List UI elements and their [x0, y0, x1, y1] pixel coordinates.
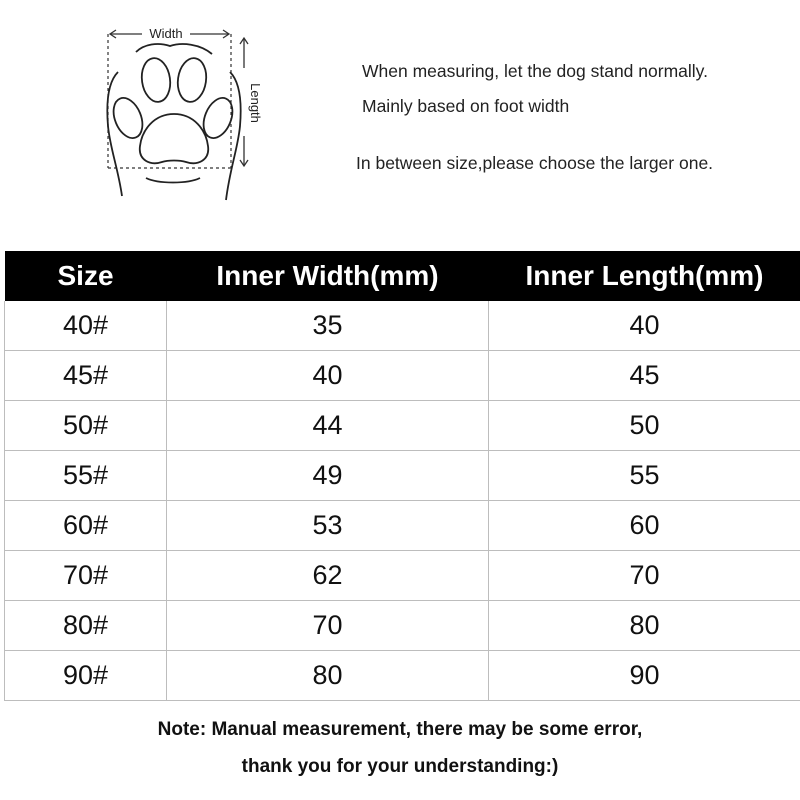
cell-size: 55#: [5, 451, 167, 501]
cell-inner-width: 49: [167, 451, 489, 501]
cell-size: 40#: [5, 301, 167, 351]
width-label: Width: [149, 26, 183, 41]
cell-size: 50#: [5, 401, 167, 451]
cell-inner-length: 90: [489, 651, 800, 701]
cell-inner-length: 45: [489, 351, 800, 401]
table-row: [5, 301, 800, 351]
table-row: [5, 451, 800, 501]
header-inner-width: Inner Width(mm): [167, 251, 489, 301]
cell-size: 45#: [5, 351, 167, 401]
table-row: [5, 351, 800, 401]
cell-size: 70#: [5, 551, 167, 601]
cell-inner-width: 53: [167, 501, 489, 551]
table-row: [5, 551, 800, 601]
cell-inner-length: 60: [489, 501, 800, 551]
length-label: Length: [248, 83, 263, 123]
cell-size: 60#: [5, 501, 167, 551]
note-measurement-error: Note: Manual measurement, there may be some error,: [157, 719, 643, 740]
cell-inner-width: 70: [167, 601, 489, 651]
instruction-stand-normally: When measuring, let the dog stand normally.: [362, 61, 708, 81]
note-thank-you: thank you for your understanding:): [241, 756, 559, 777]
table-row: [5, 501, 800, 551]
header-size: Size: [5, 251, 167, 301]
cell-inner-width: 35: [167, 301, 489, 351]
header-inner-length: Inner Length(mm): [489, 251, 800, 301]
cell-inner-width: 44: [167, 401, 489, 451]
cell-inner-width: 80: [167, 651, 489, 701]
cell-size: 80#: [5, 601, 167, 651]
cell-size: 90#: [5, 651, 167, 701]
instruction-foot-width: Mainly based on foot width: [362, 96, 570, 116]
cell-inner-width: 40: [167, 351, 489, 401]
cell-inner-length: 50: [489, 401, 800, 451]
table-row: [5, 601, 800, 651]
cell-inner-length: 70: [489, 551, 800, 601]
table-header-row: [5, 251, 800, 301]
cell-inner-length: 80: [489, 601, 800, 651]
cell-inner-width: 62: [167, 551, 489, 601]
table-row: [5, 651, 800, 701]
instruction-larger-size: In between size,please choose the larger one.: [356, 153, 714, 173]
size-chart-table: [4, 251, 800, 701]
cell-inner-length: 55: [489, 451, 800, 501]
measurement-instructions: [0, 0, 800, 230]
cell-inner-length: 40: [489, 301, 800, 351]
table-row: [5, 401, 800, 451]
